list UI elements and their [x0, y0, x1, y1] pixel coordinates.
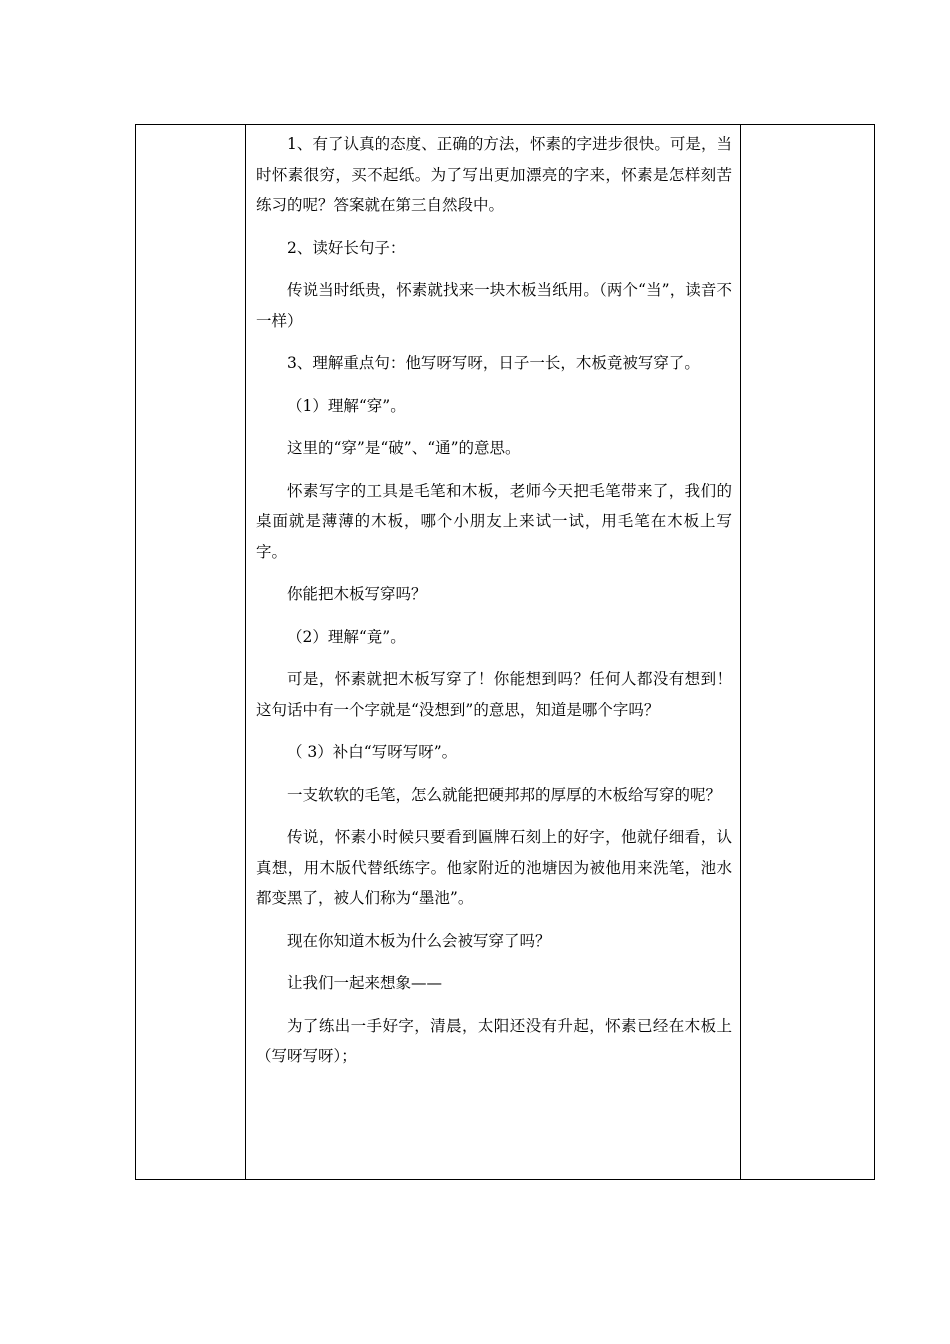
paragraph: 为了练出一手好字，清晨，太阳还没有升起，怀素已经在木板上（写呀写呀）； [256, 1016, 732, 1065]
paragraph: 你能把木板写穿吗？ [287, 585, 427, 603]
paragraph: （ 3）补白“写呀写呀”。 [287, 743, 458, 761]
paragraph: 这里的“穿”是“破”、“通”的意思。 [287, 439, 521, 457]
paragraph: 3、理解重点句：他写呀写呀，日子一长，木板竟被写穿了。 [287, 354, 700, 372]
content-column-cell [246, 125, 741, 1180]
paragraph: 一支软软的毛笔，怎么就能把硬邦邦的厚厚的木板给写穿的呢？ [287, 785, 722, 804]
right-column-cell [741, 125, 875, 1180]
paragraph: 现在你知道木板为什么会被写穿了吗？ [287, 931, 551, 950]
lesson-content [246, 125, 740, 1072]
left-column-cell [136, 125, 246, 1180]
lesson-plan-table [135, 124, 875, 1180]
paragraph: 传说当时纸贵，怀素就找来一块木板当纸用。（两个“当”，读音不一样） [256, 281, 732, 330]
paragraph: 2、读好长句子： [287, 238, 406, 257]
paragraph: （2）理解“竟”。 [287, 627, 406, 646]
paragraph: 传说，怀素小时候只要看到匾牌石刻上的好字，他就仔细看，认真想，用木版代替纸练字。他家附近的池塘因为被他用来洗笔，池水都变黑了，被人们称为“墨池”。 [256, 828, 732, 907]
paragraph: 让我们一起来想象—— [287, 974, 443, 992]
paragraph: 怀素写字的工具是毛笔和木板，老师今天把毛笔带来了，我们的桌面就是薄薄的木板，哪个小朋友上来试一试，用毛笔在木板上写字。 [256, 481, 732, 561]
table-row [136, 125, 875, 1180]
paragraph: 可是，怀素就把木板写穿了！你能想到吗？任何人都没有想到！这句话中有一个字就是“没想到”的意思，知道是哪个字吗？ [256, 670, 732, 719]
paragraph: （1）理解“穿”。 [287, 396, 406, 415]
paragraph: 1、有了认真的态度、正确的方法，怀素的字进步很快。可是，当时怀素很穷，买不起纸。为了写出更加漂亮的字来，怀素是怎样刻苦练习的呢？答案就在第三自然段中。 [256, 135, 732, 214]
